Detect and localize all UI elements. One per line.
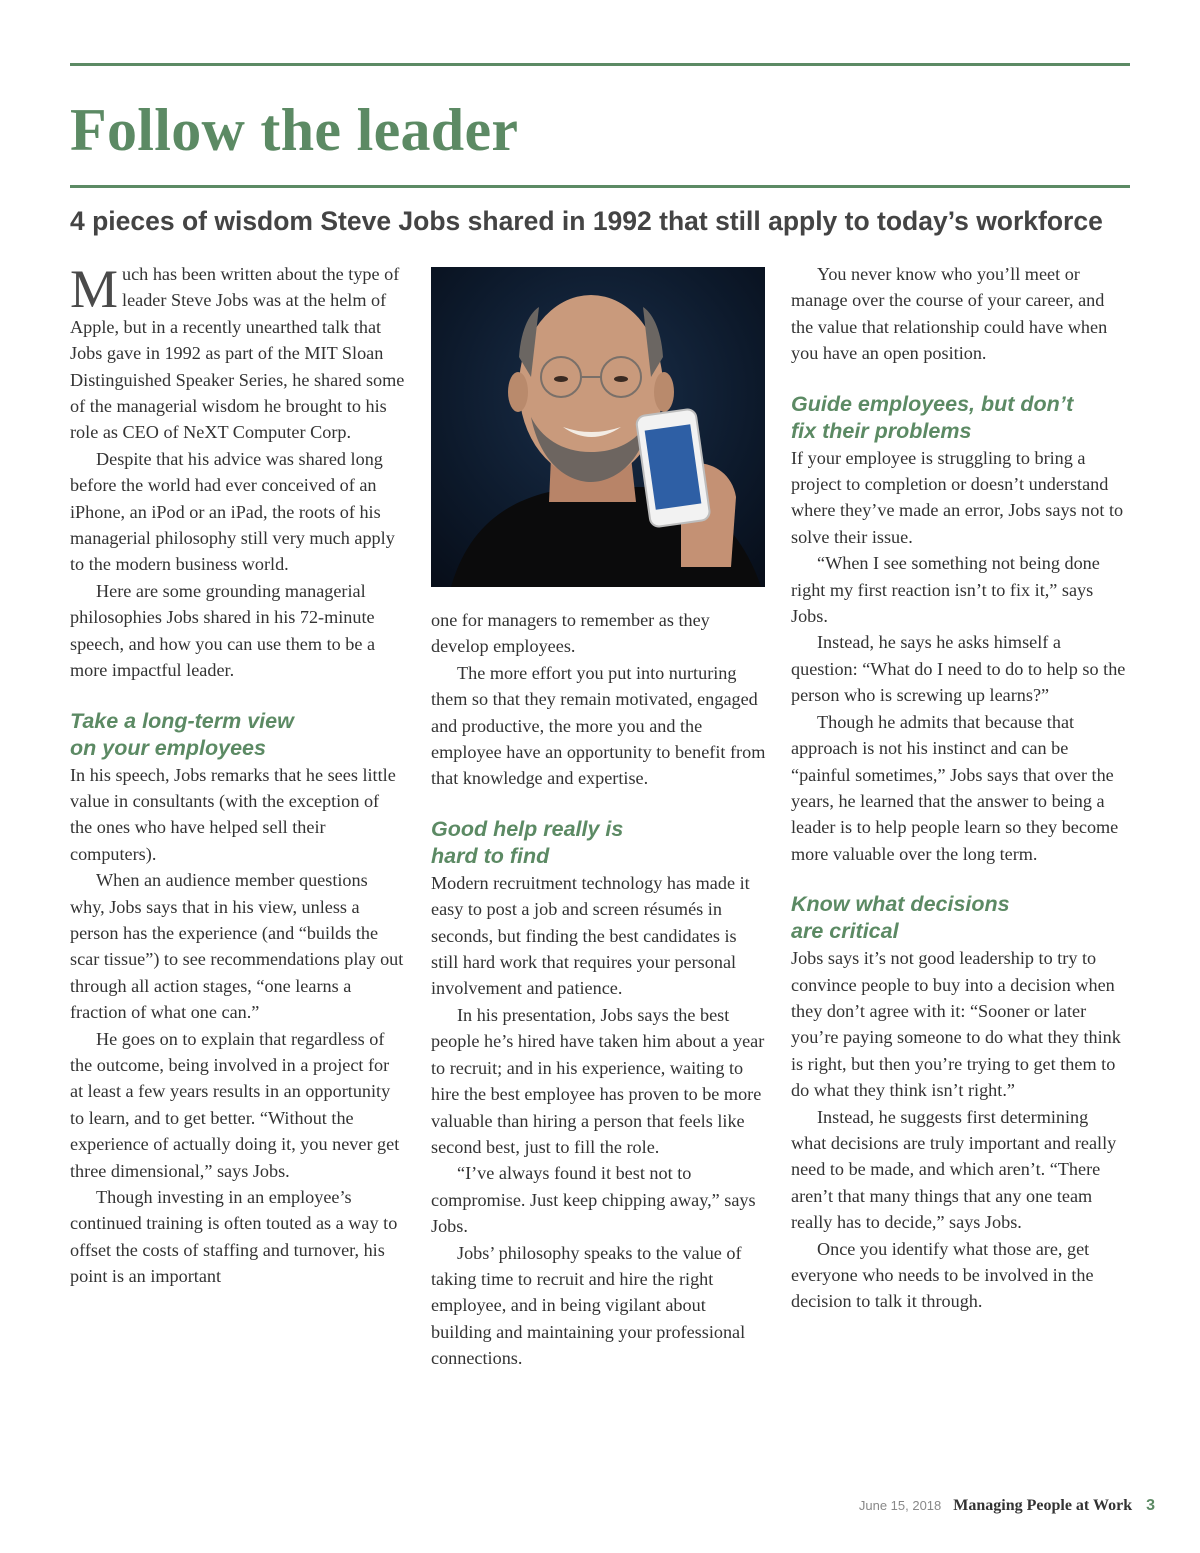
page-title: Follow the leader xyxy=(70,97,519,163)
paragraph: Jobs’ philosophy speaks to the value of taking time to recruit and hire the right employee, and in being vigilant about building and maintaining your professional connections. xyxy=(431,1242,746,1369)
issue-date: June 15, 2018 xyxy=(858,1498,942,1513)
article-column-3 xyxy=(791,261,1126,1315)
article-column-1 xyxy=(70,261,405,1290)
paragraph: The more effort you put into nurturing them so that they remain motivated, engaged and productive, the more you and the employee have an opportunity to benefit from that knowledge and expertise. xyxy=(431,662,766,789)
paragraph: Modern recruitment technology has made it easy to post a job and screen résumés in seconds, but finding the best candidates is still hard work that requires your personal involvement and patience. xyxy=(431,872,750,999)
page-number: 3 xyxy=(1146,1497,1155,1514)
paragraph: Despite that his advice was shared long before the world had ever conceived of an iPhone, an iPod or an iPad, the roots of his managerial philosophy still very much apply to the modern business world. xyxy=(70,448,395,575)
paragraph: Once you identify what those are, get everyone who needs to be involved in the decision to talk it through. xyxy=(791,1238,1094,1312)
paragraph: “I’ve always found it best not to compromise. Just keep chipping away,” says Jobs. xyxy=(431,1163,756,1237)
publication-name: Managing People at Work xyxy=(953,1497,1133,1514)
column-2-text xyxy=(431,607,766,1372)
paragraph: one for managers to remember as they develop employees. xyxy=(431,610,710,657)
section-heading-critical-decisions: Know what decisions are critical xyxy=(791,892,1010,944)
title-divider xyxy=(70,185,1130,188)
paragraph: He goes on to explain that regardless of the outcome, being involved in a project for at least a few years results in an opportunity to learn, and to get better. “Without the experience of actually doing it, you never get three dimensional,” says Jobs. xyxy=(70,1028,400,1181)
section-heading-good-help: Good help really is hard to find xyxy=(431,816,624,868)
paragraph: In his presentation, Jobs says the best people he’s hired have taken him about a year to recruit; and in his experience, waiting to hire the best employee has proven to be more valuable than hiring a person that feels like second best, just to fill the role. xyxy=(431,1004,765,1157)
paragraph: Though investing in an employee’s continued training is often touted as a way to offset the costs of staffing and turnover, his point is an important xyxy=(70,1187,398,1287)
paragraph: When an audience member questions why, Jobs says that in his view, unless a person has the experience (and “builds the scar tissue”) to see recommendations play out through all action stages, “one learns a fraction of what one can.” xyxy=(70,870,404,1023)
paragraph: Instead, he suggests first determining what decisions are truly important and really need to be made, and which aren’t. “There aren’t that many things that any one team really has to decide,” says Jobs. xyxy=(791,1106,1117,1233)
drop-cap: M xyxy=(70,259,119,319)
paragraph: You never know who you’ll meet or manage over the course of your career, and the value that relationship could have when you have an open position. xyxy=(791,264,1108,364)
paragraph: Though he admits that because that approach is not his instinct and can be “painful sometimes,” Jobs says that over the years, he learned that the answer to being a leader is to help people learn so they become more valuable over the long term. xyxy=(791,711,1119,864)
intro-text: uch has been written about the type of leader Steve Jobs was at the helm of Apple, but in a recently unearthed talk that Jobs gave in 1992 as part of the MIT Sloan Distinguished Speaker Series, he shared some of the managerial wisdom he brought to his role as CEO of NeXT Computer Corp. xyxy=(70,264,405,443)
intro-paragraph xyxy=(70,261,405,446)
paragraph: In his speech, Jobs remarks that he sees little value in consultants (with the exception of the ones who have helped sell their computers). xyxy=(70,764,396,864)
page-footer xyxy=(859,1497,1155,1515)
top-divider xyxy=(70,63,1130,66)
section-heading-long-term-view: Take a long-term view on your employees xyxy=(70,708,294,760)
paragraph: If your employee is struggling to bring a project to completion or doesn’t understand where they’ve made an error, Jobs says not to solve their issue. xyxy=(791,447,1124,547)
paragraph: Instead, he says he asks himself a question: “What do I need to do to help so the person who is screwing up learns?” xyxy=(791,632,1126,706)
paragraph: Jobs says it’s not good leadership to try to convince people to buy into a decision when they don’t agree with it: “Sooner or later you’re paying someone to do what they think is right, but then you’re trying to get them to do what they think isn’t right.” xyxy=(791,948,1121,1101)
section-heading-guide-employees: Guide employees, but don’t fix their problems xyxy=(791,391,1074,443)
paragraph: “When I see something not being done right my first reaction isn’t to fix it,” says Jobs. xyxy=(791,553,1100,627)
paragraph: Here are some grounding managerial philosophies Jobs shared in his 72-minute speech, and how you can use them to be a more impactful leader. xyxy=(70,580,376,681)
page-subtitle: 4 pieces of wisdom Steve Jobs shared in 1992 that still apply to today’s workforce xyxy=(70,206,1103,236)
article-column-2 xyxy=(431,261,766,1372)
